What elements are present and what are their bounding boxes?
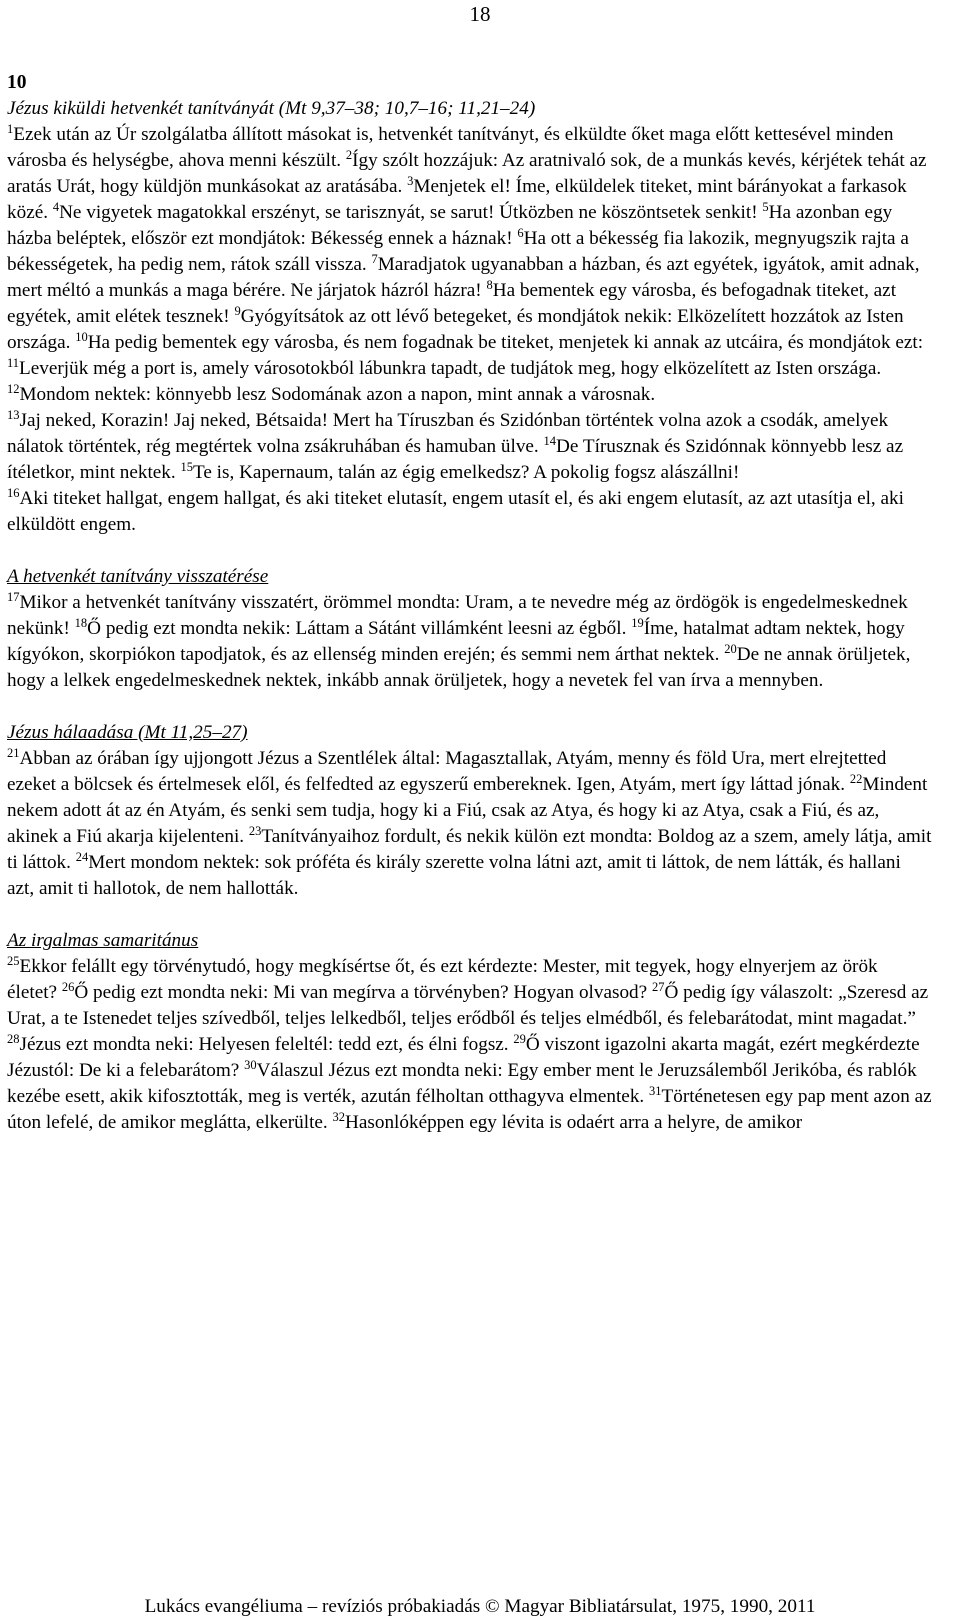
verse-number: 12 [7, 382, 20, 396]
page-footer: Lukács evangéliuma – revíziós próbakiadás © Magyar Bibliatársulat, 1975, 1990, 2011 [144, 1596, 816, 1617]
verse-text: Történetesen egy pap ment azon az úton lefelé, de amikor meglátta, elkerülte. [7, 1086, 932, 1133]
verse-text: Ő pedig így válaszolt: „Szeresd az Urat, a te Istenedet teljes szívedből, teljes lelkedből, teljes erődből és teljes elmédből, és felebarátodat, mint magadat.” [7, 982, 929, 1029]
section-block [7, 564, 932, 694]
verse-number: 17 [7, 590, 20, 604]
verse-number: 20 [724, 642, 737, 656]
verse-number: 29 [513, 1032, 526, 1046]
verse-text: Mindent nekem adott át az én Atyám, és senki sem tudja, hogy ki a Fiú, csak az Atya, és hogy ki az Atya, csak a Fiú, és az, akinek a Fiú akarja kijelenteni. [7, 774, 928, 847]
verse-text: Válaszul Jézus ezt mondta neki: Egy ember ment le Jeruzsálemből Jerikóba, és rablók kezébe esett, akik kifosztották, meg is verték, azután félholtan otthagyva elmentek. [7, 1060, 917, 1107]
verse-text: Mondom nektek: könnyebb lesz Sodomának azon a napon, mint annak a városnak. [19, 384, 656, 405]
section-gap [7, 902, 932, 928]
verse-text: Te is, Kapernaum, talán az égig emelkedsz? A pokolig fogsz alászállni! [192, 462, 740, 483]
section-block [7, 928, 932, 1136]
verse-text: De Tírusznak és Szidónnak könnyebb lesz az ítéletkor, mint nektek. [7, 436, 904, 483]
verse-text: Ő viszont igazolni akarta magát, ezért megkérdezte Jézustól: De ki a felebarátom? [7, 1034, 920, 1081]
verse-number: 5 [762, 200, 769, 214]
verse-text: Abban az órában így ujjongott Jézus a Szentlélek által: Magasztallak, Atyám, menny és föld Ura, mert elrejtetted ezeket a bölcsek és értelmesek elől, és felfedted az egyszerű embereknek. Igen, Atyám, mert így láttad jónak. [7, 748, 887, 795]
verse-number: 27 [651, 980, 665, 994]
verse-number: 14 [543, 434, 557, 448]
verse-number: 31 [649, 1084, 662, 1098]
verse-paragraph [7, 122, 932, 408]
section-heading: Jézus hálaadása (Mt 11,25–27) [7, 722, 248, 743]
verse-number: 3 [407, 174, 414, 188]
verse-text: Hasonlóképpen egy lévita is odaért arra a helyre, de amikor [345, 1112, 803, 1133]
section-block [7, 720, 932, 902]
verse-number: 19 [631, 616, 644, 630]
verse-text: Ha azonban egy házba beléptek, először ezt mondjátok: Békesség ennek a háznak! [7, 202, 893, 249]
verse-number: 8 [486, 278, 493, 292]
verse-number: 1 [7, 122, 14, 136]
page-number: 18 [469, 2, 491, 26]
verse-text: Menjetek el! Íme, elküldelek titeket, mint bárányokat a farkasok közé. [7, 176, 907, 223]
verse-text: Jaj neked, Korazin! Jaj neked, Bétsaida! Mert ha Tíruszban és Szidónban történtek volna azok a csodák, amelyek nálatok történtek, rég megtértek volna zsákruhában és hamuban ülve. [7, 410, 889, 457]
verse-text: Mikor a hetvenkét tanítvány visszatért, örömmel mondta: Uram, a te nevedre még az ördögök is engedelmeskednek nekünk! [7, 592, 908, 639]
verse-number: 9 [234, 304, 241, 318]
verse-number: 23 [248, 824, 262, 838]
verse-number: 11 [7, 356, 20, 370]
section-heading: A hetvenkét tanítvány visszatérése [7, 566, 269, 587]
verse-number: 28 [7, 1032, 20, 1046]
verse-text: Így szólt hozzájuk: Az aratnivaló sok, de a munkás kevés, kérjétek tehát az aratás Urát, hogy küldjön munkásokat az aratásába. [7, 150, 927, 197]
verse-text: Leverjük még a port is, amely városotokból lábunkra tapadt, de tudjátok meg, hogy elközelített az Isten országa. [19, 358, 882, 379]
verse-number: 4 [52, 200, 60, 214]
verse-text: Maradjatok ugyanabban a házban, és azt egyétek, igyátok, amit adnak, mert méltó a munkás a maga bérére. Ne járjatok házról házra! [7, 254, 920, 301]
verse-number: 22 [849, 772, 863, 786]
section-heading: Jézus kiküldi hetvenkét tanítványát (Mt 9,37–38; 10,7–16; 11,21–24) [7, 98, 536, 119]
verse-paragraph [7, 954, 932, 1136]
verse-number: 16 [7, 486, 20, 500]
verse-text: Ne vigyetek magatokkal erszényt, se tarisznyát, se sarut! Útközben ne köszöntsetek senkit! [59, 202, 763, 223]
verse-number: 13 [7, 408, 20, 422]
verse-text: Mert mondom nektek: sok próféta és király szerette volna látni azt, amit ti láttok, de nem látták, és hallani azt, amit ti hallotok, de nem hallották. [7, 852, 901, 899]
verse-text: Ekkor felállt egy törvénytudó, hogy megkísértse őt, és ezt kérdezte: Mester, mit tegyek, hogy elnyerjem az örök életet? [7, 956, 878, 1003]
verse-number: 18 [74, 616, 88, 630]
verse-number: 2 [345, 148, 353, 162]
verse-number: 6 [517, 226, 524, 240]
verse-number: 21 [7, 746, 20, 760]
document-body [7, 70, 932, 1136]
verse-paragraph [7, 408, 932, 486]
section-gap [7, 538, 932, 564]
verse-text: Ő pedig ezt mondta nekik: Láttam a Sátánt villámként leesni az égből. [87, 618, 632, 639]
chapter-number: 10 [7, 72, 27, 93]
verse-number: 7 [371, 252, 378, 266]
verse-text: Ha pedig bementek egy városba, és nem fogadnak be titeket, menjetek ki annak az utcáira, és mondjátok ezt: [87, 332, 924, 353]
verse-number: 30 [244, 1058, 257, 1072]
verse-text: Ha bementek egy városba, és befogadnak titeket, azt egyétek, amit elétek tesznek! [7, 280, 897, 327]
verse-text: Íme, hatalmat adtam nektek, hogy kígyókon, skorpiókon tapodjatok, és az ellenség minden erején; és semmi nem árthat nektek. [7, 618, 905, 665]
section-heading: Az irgalmas samaritánus [7, 930, 199, 951]
verse-text: De ne annak örüljetek, hogy a lelkek engedelmeskednek nektek, inkább annak örüljetek, hogy a nevetek fel van írva a mennyben. [7, 644, 911, 691]
verse-text: Jézus ezt mondta neki: Helyesen feleltél: tedd ezt, és élni fogsz. [19, 1034, 514, 1055]
verse-text: Ő pedig ezt mondta neki: Mi van megírva a törvényben? Hogyan olvasod? [74, 982, 652, 1003]
section-gap [7, 694, 932, 720]
verse-paragraph [7, 486, 932, 538]
verse-number: 32 [332, 1110, 346, 1124]
verse-number: 15 [180, 460, 193, 474]
verse-number: 10 [75, 330, 88, 344]
verse-number: 26 [61, 980, 75, 994]
verse-paragraph [7, 590, 932, 694]
verse-text: Gyógyítsátok az ott lévő betegeket, és mondjátok nekik: Elközelített hozzátok az Isten országa. [7, 306, 904, 353]
verse-text: Ha ott a békesség fia lakozik, megnyugszik rajta a békességetek, ha pedig nem, rátok száll vissza. [7, 228, 909, 275]
verse-paragraph [7, 746, 932, 902]
section-block [7, 96, 932, 538]
verse-number: 25 [7, 954, 20, 968]
verse-text: Ezek után az Úr szolgálatba állított másokat is, hetvenkét tanítványt, és elküldte őket maga előtt kettesével minden városba és helységbe, ahova menni készült. [7, 124, 894, 171]
verse-number: 24 [75, 850, 89, 864]
verse-text: Tanítványaihoz fordult, és nekik külön ezt mondta: Boldog az a szem, amely látja, amit ti láttok. [7, 826, 932, 873]
verse-text: Aki titeket hallgat, engem hallgat, és aki titeket elutasít, engem utasít el, és aki engem elutasít, az azt utasítja el, aki elküldött engem. [7, 488, 904, 535]
